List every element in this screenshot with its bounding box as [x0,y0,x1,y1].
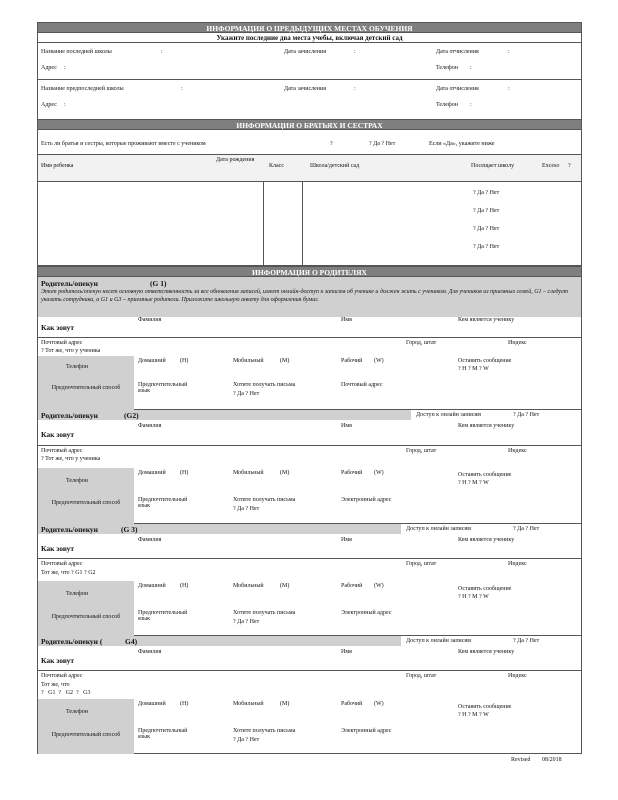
enroll-date-label-2: Дата зачисления [284,86,326,92]
siblings-specify: Если «Да», укажите ниже [429,141,495,147]
g1-note: Этот родитель/опекун несет основную ответственность за все обновления записей, имеет онлайн-доступ к записям об ученике и должен жить с учеником. Для учеников из приемных семей, G1 – следует указать сотрудника, а G1 и G3 – приемные родители. Приложите школьную анкету для оформления бумаг. [41,289,569,303]
footer-revised: Revised [511,757,531,763]
g3-same-as[interactable]: Тот же, что ? G1 ? G2 [41,570,96,576]
g1-msg-options[interactable]: ? Н ? М ? W [458,366,489,372]
phone-label-2: Телефон [436,102,458,108]
g4-label: Родитель/опекун ( [41,637,103,646]
sibling-row-2-answer[interactable]: ? Да ? Нет [473,208,500,214]
g2-code: (G2) [124,411,139,420]
section-subtitle-previous-schools: Укажите последние два места учебы, включая детский сад [37,33,582,43]
g4-online-yes-no[interactable]: ? Да ? Нет [513,638,540,644]
section-header-previous-schools: ИНФОРМАЦИЯ О ПРЕДЫДУЩИХ МЕСТАХ ОБУЧЕНИЯ [37,22,582,33]
g1-how-called: Как зовут [41,323,75,332]
leave-date-label: Дата отчисления [436,49,479,55]
g3-online-yes-no[interactable]: ? Да ? Нет [513,526,540,532]
siblings-question: Есть ли братья и сестры, которые проживают вместе с учеником [41,141,206,147]
g4-letters-yes-no[interactable]: ? Да ? Нет [233,737,260,743]
address-label-2: Адрес [41,102,57,108]
g4-code: G4) [125,637,138,646]
g1-same-as-student[interactable]: ? Тот же, что у ученика [41,348,101,354]
g1-letters-yes-no[interactable]: ? Да ? Нет [233,391,260,397]
sibling-row-3-answer[interactable]: ? Да ? Нет [473,226,500,232]
col-school: Школа/детский сад [310,163,360,169]
g2-label: Родитель/опекун [41,411,99,420]
g2-how-called: Как зовут [41,430,75,439]
divider [38,79,581,80]
guardian-g3-block: Родитель/опекун (G 3) Доступ к онлайн записям ? Да ? Нет Как зовут Фамилия Имя Кем является ученику Почтовый адрес Тот же, что ? G1 ? G2 Город, штат Индекс Телефон Предпочтительный способ Домашний (Н) Мобильный (М) Рабочий (W) Оставить сообщение ? Н ? М ? W Предпочтительный язык Хотите получать письма ? Да ? Нет Электронный адрес [37,524,582,636]
siblings-yes-no[interactable]: ? Да ? Нет [369,141,396,147]
col-exceso: Exceso [542,163,560,169]
section-header-siblings: ИНФОРМАЦИЯ О БРАТЬЯХ И СЕСТРАХ [37,119,582,130]
g4-same-as[interactable]: Тот же, что ? G1 ? G2 ? G3 [41,682,91,696]
g3-msg-options[interactable]: ? Н ? М ? W [458,594,489,600]
siblings-block: Есть ли братья и сестры, которые проживают вместе с учеником ? ? Да ? Нет Если «Да», укажите ниже Имя ребенка Дата рождения Класс Школа/детский сад Посещает школу Exceso ? ? Да ? Нет ? Да ? Нет ? Да ? Нет ? Да ? Нет [37,130,582,266]
leave-date-label-2: Дата отчисления [436,86,479,92]
g3-how-called: Как зовут [41,544,75,553]
sibling-row-1-answer[interactable]: ? Да ? Нет [473,190,500,196]
sibling-row-4-answer[interactable]: ? Да ? Нет [473,244,500,250]
g4-msg-options[interactable]: ? Н ? М ? W [458,712,489,718]
guardian-g4-block: Родитель/опекун ( G4) Доступ к онлайн записям ? Да ? Нет Как зовут Фамилия Имя Кем является ученику Почтовый адрес Тот же, что ? G1 ? G2 ? G3 Город, штат Индекс Телефон Предпочтительный способ Домашний (Н) Мобильный (М) Рабочий (W) Оставить сообщение ? Н ? М ? W Предпочтительный язык Хотите получать письма ? Да ? Нет Электронный адрес [37,636,582,754]
g1-code: (G 1) [150,279,167,288]
enroll-date-label: Дата зачисления [284,49,326,55]
footer-date: 08/2018 [542,757,562,763]
g3-code: (G 3) [121,525,138,534]
g2-online-yes-no[interactable]: ? Да ? Нет [513,412,540,418]
g3-label: Родитель/опекун [41,525,99,534]
siblings-q-mark: ? [330,141,333,147]
g2-same-as-student[interactable]: ? Тот же, что у ученика [41,456,101,462]
section-header-parents: ИНФОРМАЦИЯ О РОДИТЕЛЯХ [37,266,582,277]
g2-msg-options[interactable]: ? Н ? М ? W [458,480,489,486]
g4-how-called: Как зовут [41,656,75,665]
last-school-label: Название последней школы [41,49,112,55]
phone-label: Телефон [436,65,458,71]
col-child-name: Имя ребенка [41,163,74,169]
address-label: Адрес [41,65,57,71]
prev-school-label: Название предпоследней школы [41,86,124,92]
guardian-g2-block: Родитель/опекун (G2) Доступ к онлайн записям ? Да ? Нет Как зовут Фамилия Имя Кем является ученику Почтовый адрес ? Тот же, что у ученика Город, штат Индекс Телефон Предпочтительный способ Домашний (Н) Мобильный (М) Рабочий (W) Оставить сообщение ? Н ? М ? W Предпочтительный язык Хотите получать письма ? Да ? Нет Электронный адрес [37,410,582,524]
g3-letters-yes-no[interactable]: ? Да ? Нет [233,619,260,625]
col-attends: Посещает школу [471,163,515,169]
g1-label: Родитель/опекун [41,279,99,288]
col-class: Класс [269,163,284,169]
guardian-g1-block: Родитель/опекун (G 1) Этот родитель/опекун несет основную ответственность за все обновления записей, имеет онлайн-доступ к записям об ученике и должен жить с учеником. Для учеников из приемных семей, G1 – следует указать сотрудника, а G1 и G3 – приемные родители. Приложите школьную анкету для оформления бумаг. Как зовут Фамилия Имя Кем является ученику Почтовый адрес ? Тот же, что у ученика Город, штат Индекс Телефон Предпочтительный способ Домашний (Н) Мобильный (М) Рабочий (W) Оставить сообщение ? Н ? М ? W Предпочтительный язык Хотите получать письма ? Да ? Нет Почтовый адрес [37,277,582,410]
previous-schools-block: Название последней школы : Дата зачисления : Дата отчисления : Адрес : Телефон : Название предпоследней школы : Дата зачисления : Дата отчисления : Адрес : Телефон : [37,43,582,119]
col-dob: Дата рождения [216,157,255,163]
g2-letters-yes-no[interactable]: ? Да ? Нет [233,506,260,512]
footer [37,754,582,766]
